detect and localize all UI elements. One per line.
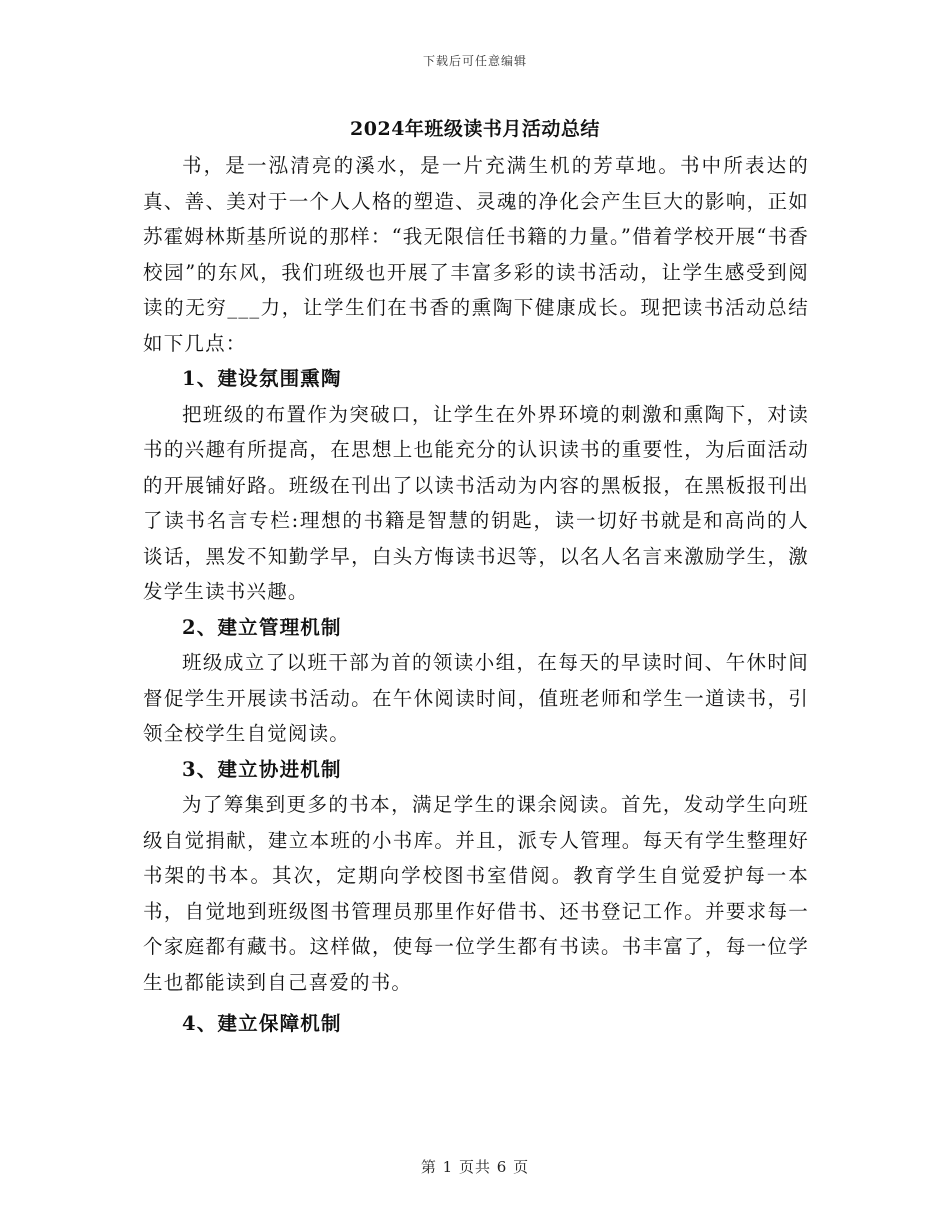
document-body — [143, 148, 809, 1042]
section-paragraph-2: 班级成立了以班干部为首的领读小组，在每天的早读时间、午休时间督促学生开展读书活动。在午休阅读时间，值班老师和学生一道读书，引领全校学生自觉阅读。 — [143, 651, 809, 745]
intro-paragraph: 书，是一泓清亮的溪水，是一片充满生机的芳草地。书中所表达的真、善、美对于一个人人格的塑造、灵魂的净化会产生巨大的影响，正如苏霍姆林斯基所说的那样：“我无限信任书籍的力量。”借着学校开展“书香校园”的东风，我们班级也开展了丰富多彩的读书活动，让学生感受到阅读的无穷___力，让学生们在书香的熏陶下健康成长。现把读书活动总结如下几点： — [143, 154, 809, 355]
page-header: 下载后可任意编辑 — [422, 54, 527, 68]
page-number: 第 1 页共 6 页 — [420, 1158, 530, 1176]
section-heading-1: 1、建设氛围熏陶 — [182, 367, 342, 390]
section-heading-4: 4、建立保障机制 — [182, 1012, 342, 1035]
section-paragraph-1: 把班级的布置作为突破口，让学生在外界环境的刺激和熏陶下，对读书的兴趣有所提高，在思想上也能充分的认识读书的重要性，为后面活动的开展铺好路。班级在刊出了以读书活动为内容的黑板报，在黑板报刊出了读书名言专栏:理想的书籍是智慧的钥匙，读一切好书就是和高尚的人谈话，黑发不知勤学早，白头方悔读书迟等，以名人名言来激励学生，激发学生读书兴趣。 — [143, 402, 809, 603]
section-paragraph-3: 为了筹集到更多的书本，满足学生的课余阅读。首先，发动学生向班级自觉捐献，建立本班的小书库。并且，派专人管理。每天有学生整理好书架的书本。其次，定期向学校图书室借阅。教育学生自觉爱护每一本书，自觉地到班级图书管理员那里作好借书、还书登记工作。并要求每一个家庭都有藏书。这样做，使每一位学生都有书读。书丰富了，每一位学生也都能读到自己喜爱的书。 — [143, 793, 809, 994]
section-heading-3: 3、建立协进机制 — [182, 757, 342, 781]
document-title: 2024年班级读书月活动总结 — [350, 118, 600, 140]
section-heading-2: 2、建立管理机制 — [182, 615, 342, 639]
